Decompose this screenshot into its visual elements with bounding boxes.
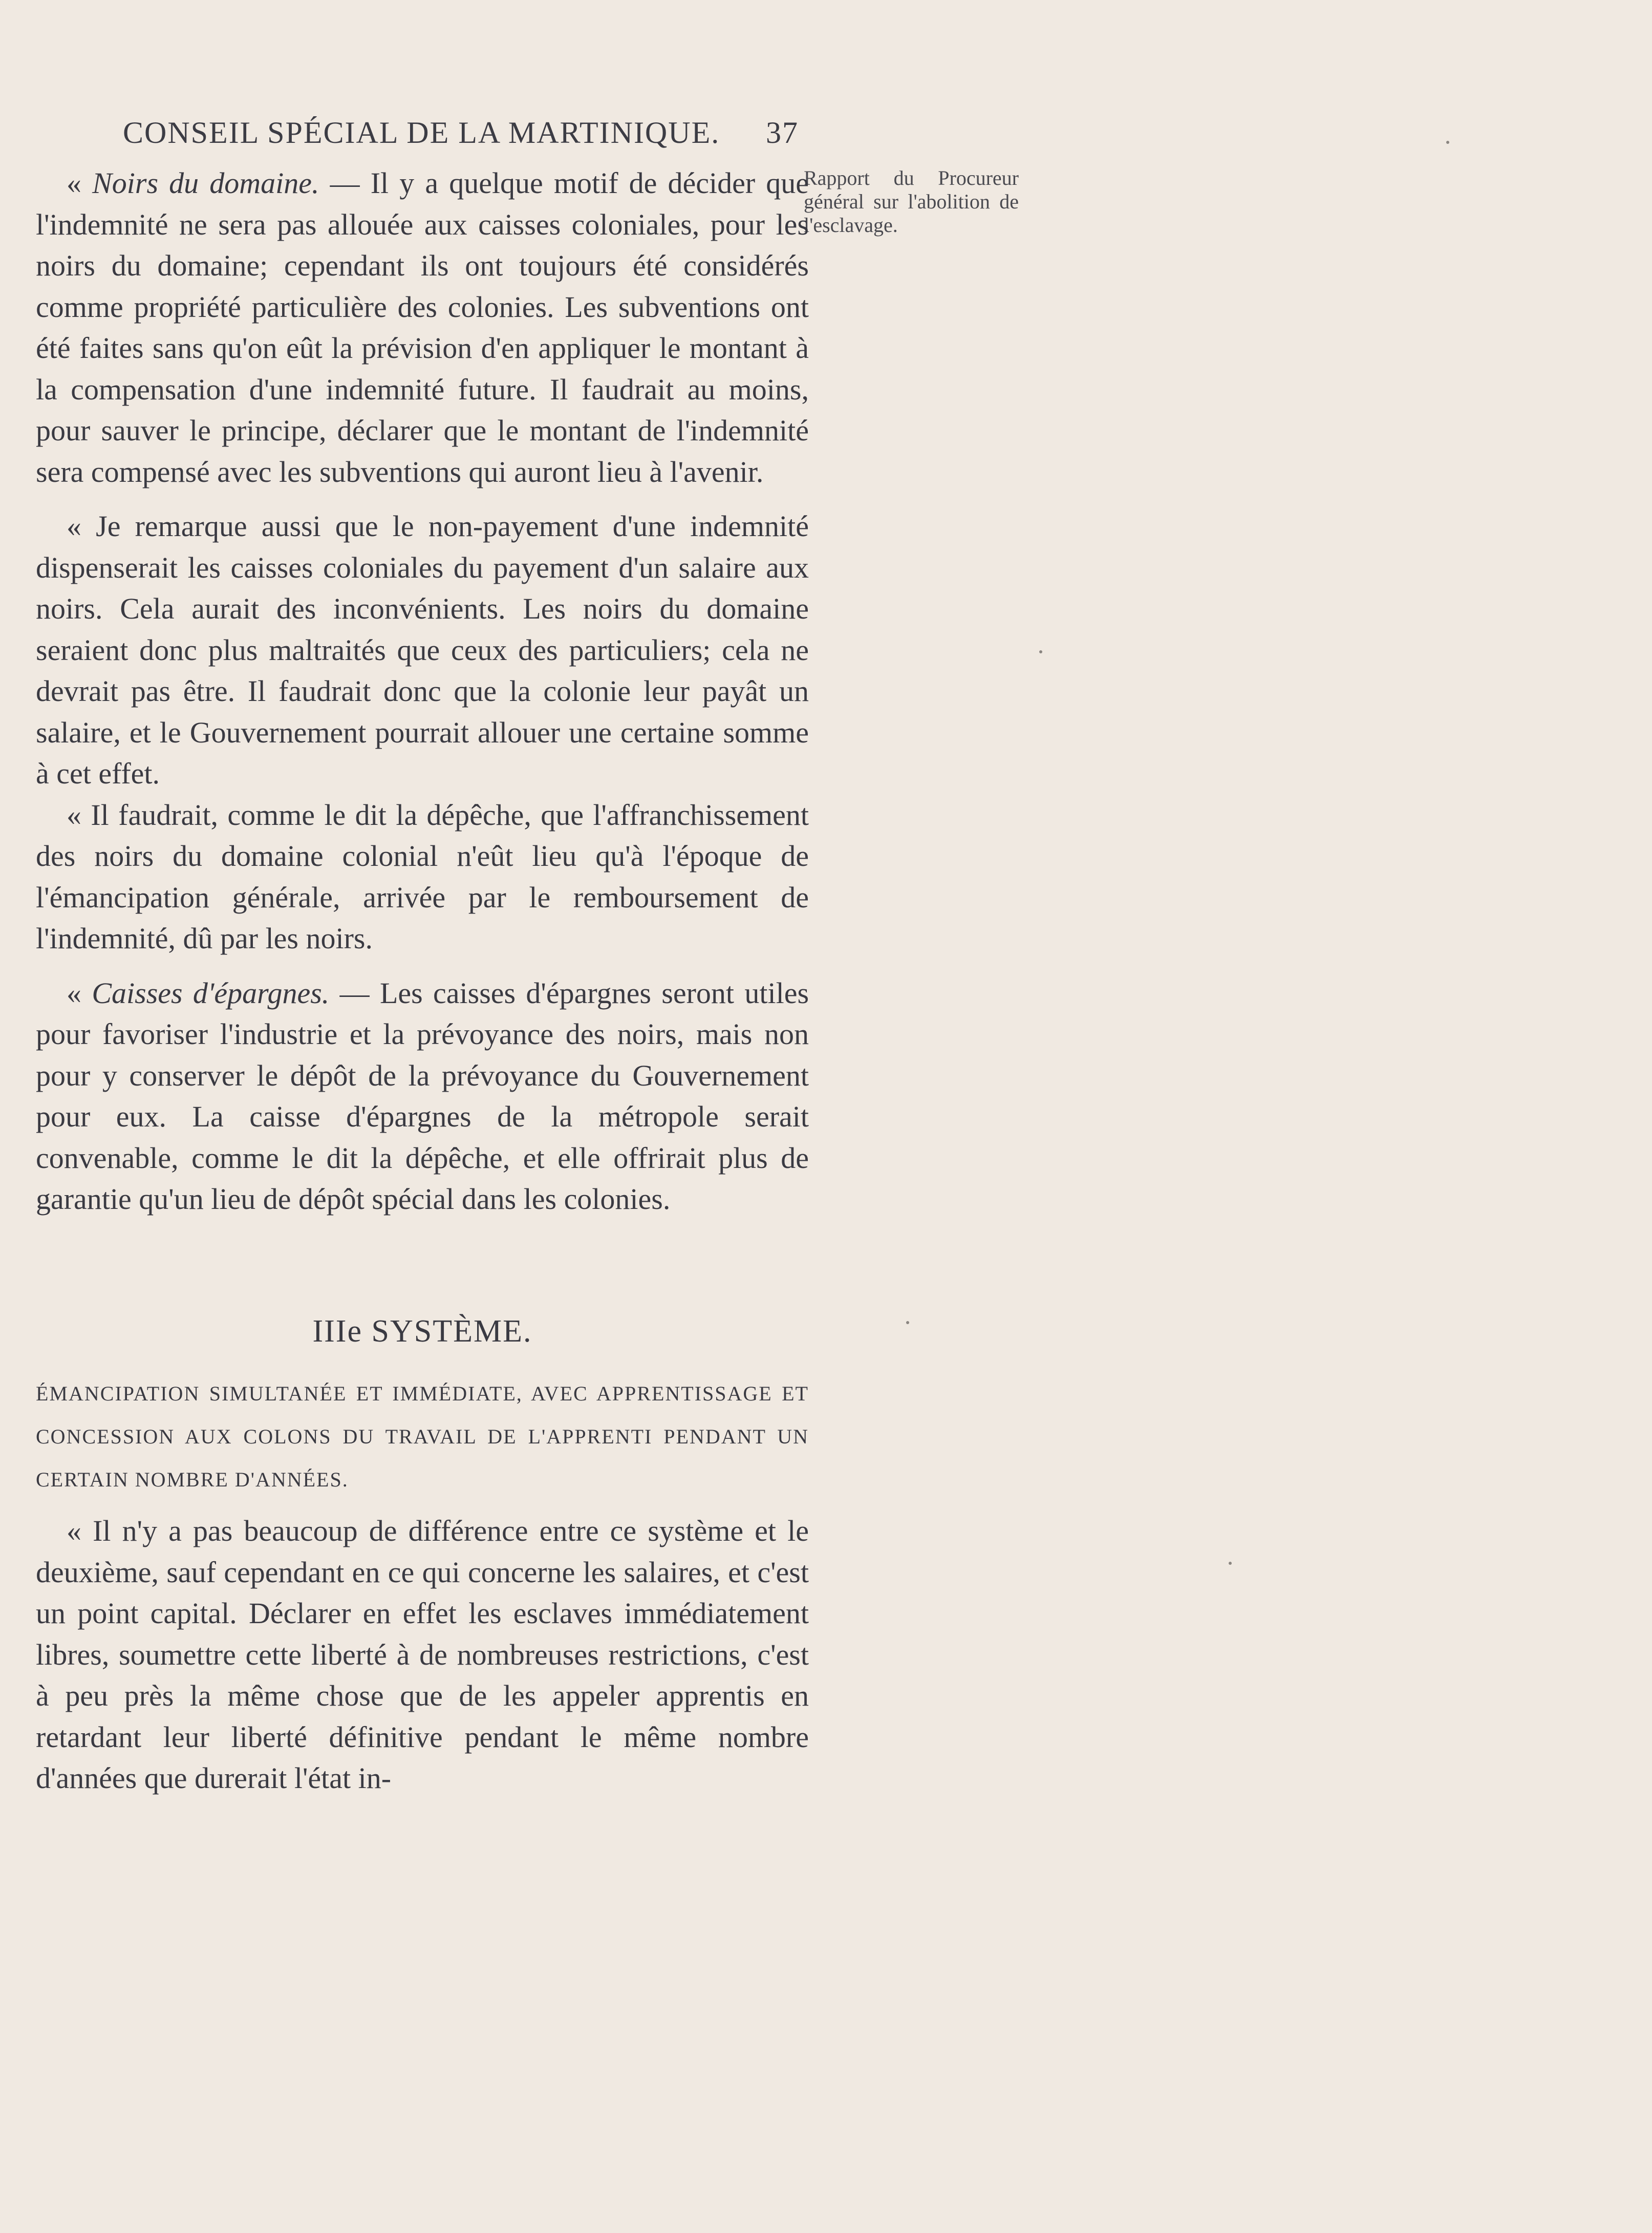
- paragraph-non-payement: « Je remarque aussi que le non-payement d'une indemnité dispenserait les caisses coloniales du payement d'un salaire aux noirs. Cela aurait des inconvénients. Les noirs du domaine seraient donc plus maltraités que ceux des particuliers; cela ne devrait pas être. Il faudrait donc que la colonie leur payât un salaire, et le Gouvernement pourrait allouer une certaine somme à cet effet.: [36, 509, 809, 790]
- paper-speck: [1446, 141, 1449, 144]
- section-subtitle: ÉMANCIPATION SIMULTANÉE ET IMMÉDIATE, AVEC APPRENTISSAGE ET CONCESSION AUX COLONS DU TRAVAIL DE L'APPRENTI PENDANT UN CERTAIN NOMBRE D'ANNÉES.: [36, 1382, 809, 1491]
- paragraph-heading: Caisses d'épargnes.: [92, 976, 330, 1010]
- paragraph-caisses-epargnes: « Caisses d'épargnes. — Les caisses d'épargnes seront utiles pour favoriser l'industrie et la prévoyance des noirs, mais non pour y conserver le dépôt de la prévoyance du Gouvernement pour eux. La caisse d'épargnes de la métropole serait convenable, comme le dit la dépêche, et elle offrirait plus de garantie qu'un lieu de dépôt spécial dans les colonies.: [36, 976, 809, 1216]
- paper-speck: [1039, 650, 1042, 653]
- page-header: [118, 110, 799, 161]
- paragraph-heading: Noirs du domaine.: [92, 166, 319, 200]
- paragraph-troisieme-systeme: « Il n'y a pas beaucoup de différence entre ce système et le deuxième, sauf cependant en ce qui concerne les salaires, et c'est un point capital. Déclarer en effet les esclaves immédiatement libres, soumettre cette liberté à de nombreuses restrictions, c'est à peu près la même chose que de les appeler apprentis en retardant leur liberté définitive pendant le même nombre d'années que durerait l'état in-: [36, 1514, 809, 1795]
- paragraph-noirs-du-domaine: « Noirs du domaine. — Il y a quelque motif de décider que l'indemnité ne sera pas allouée aux caisses coloniales, pour les noirs du domaine; cependant ils ont toujours été considérés comme propriété particulière des colonies. Les subventions ont été faites sans qu'on eût la prévision d'en appliquer le montant à la compensation d'une indemnité future. Il faudrait au moins, pour sauver le principe, déclarer que le montant de l'indemnité sera compensé avec les subventions qui auront lieu à l'avenir.: [36, 166, 809, 488]
- paragraph-affranchissement: « Il faudrait, comme le dit la dépêche, que l'affranchissement des noirs du domaine colonial n'eût lieu qu'à l'époque de l'émancipation générale, arrivée par le remboursement de l'indemnité, dû par les noirs.: [36, 798, 809, 955]
- main-text: [36, 163, 809, 1220]
- paper-speck: [906, 1321, 909, 1324]
- running-title: CONSEIL SPÉCIAL DE LA MARTINIQUE.: [123, 116, 720, 150]
- section-body: [36, 1511, 809, 1799]
- margin-note: Rapport du Procureur général sur l'abolition de l'esclavage.: [804, 166, 1019, 237]
- section-title: IIIe SYSTÈME.: [312, 1314, 532, 1349]
- page-number: 37: [766, 116, 799, 150]
- paper-speck: [1229, 1562, 1232, 1565]
